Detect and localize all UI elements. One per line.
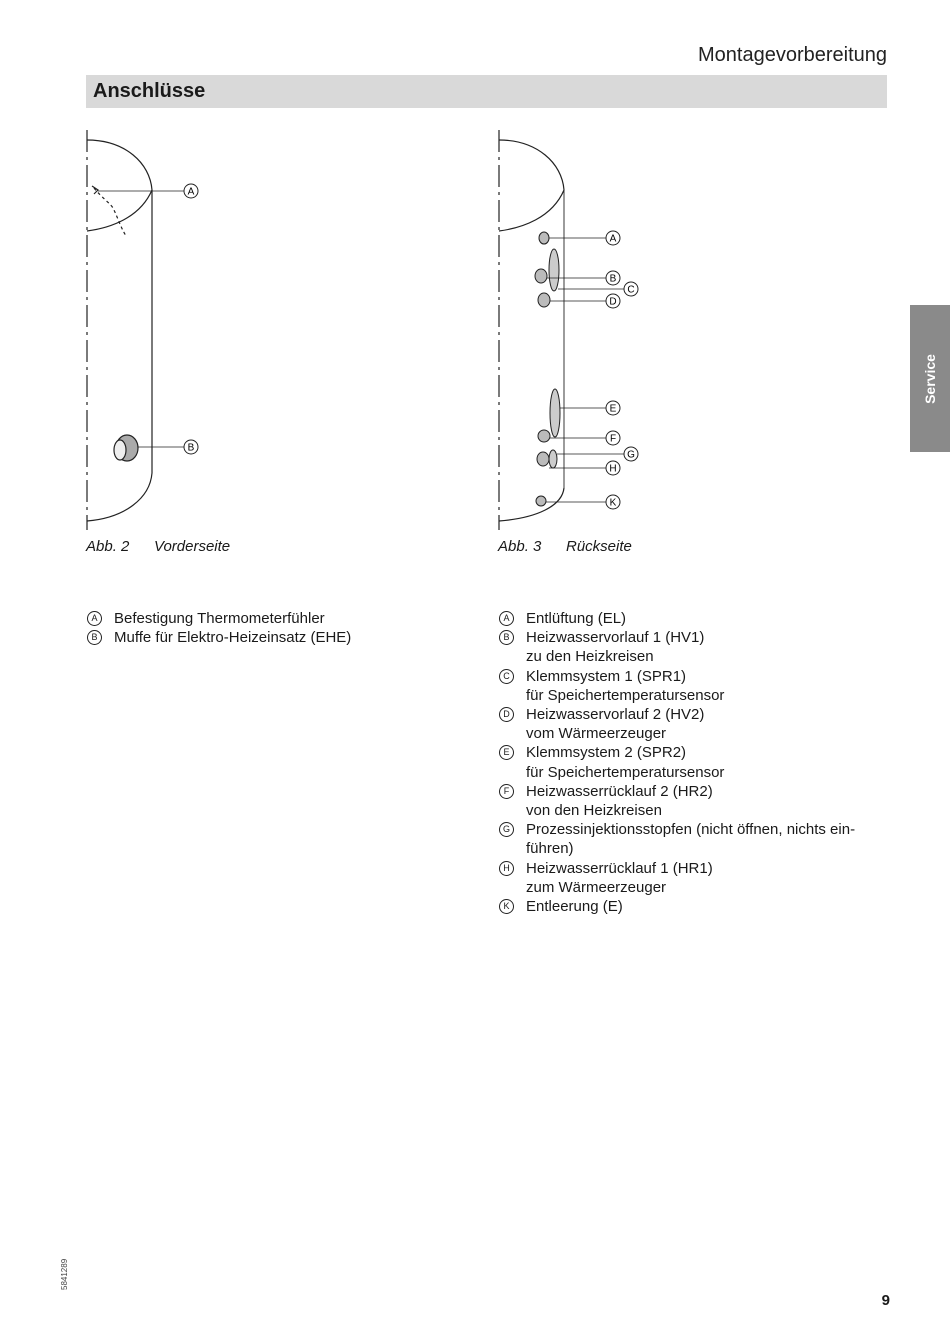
legend-text-continued: vom Wärmeerzeuger: [526, 725, 667, 743]
figure-back-view: [492, 128, 652, 538]
legend-text: Befestigung Thermometerfühler: [114, 610, 325, 627]
legend-marker: E: [499, 745, 514, 760]
legend-marker: C: [499, 669, 514, 684]
legend-text: Heizwasservorlauf 1 (HV1): [526, 629, 705, 647]
legend-item: [499, 628, 899, 666]
legend-text: Entlüftung (EL): [526, 610, 627, 627]
legend-back-view: [499, 609, 899, 916]
legend-text: Klemmsystem 2 (SPR2): [526, 744, 687, 762]
legend-marker: D: [499, 707, 514, 722]
callout-B: [184, 440, 198, 454]
tank-top-edge: [87, 140, 152, 231]
callout-G: [624, 447, 638, 461]
callout-K-label: K: [609, 497, 617, 509]
legend-item: [499, 820, 899, 858]
legend-text-continued: zum Wärmeerzeuger: [526, 878, 667, 896]
callout-K: [606, 495, 620, 509]
figure-3-caption: [498, 538, 632, 555]
legend-text: Heizwasserrücklauf 2 (HR2): [526, 782, 713, 800]
legend-marker: K: [499, 899, 514, 914]
caption-text: Vorderseite: [154, 538, 231, 555]
legend-text: Klemmsystem 1 (SPR1): [526, 667, 687, 685]
figure-front-view: [80, 128, 220, 538]
legend-item: [499, 705, 899, 743]
figure-2-caption: [86, 538, 230, 555]
legend-item: [499, 609, 899, 628]
legend-marker: H: [499, 861, 514, 876]
callout-F-label: F: [609, 433, 617, 445]
legend-item: [499, 897, 899, 916]
legend-text: Prozessinjektionsstopfen (nicht öffnen, nichts ein-: [526, 821, 856, 839]
legend-text-continued: von den Heizkreisen: [526, 802, 662, 820]
callout-D-label: D: [609, 296, 617, 308]
port-B: [535, 269, 547, 283]
legend-item: [87, 609, 467, 628]
section-title: Anschlüsse: [93, 80, 206, 102]
port-F: [538, 430, 550, 442]
legend-text-continued: führen): [526, 840, 574, 858]
callout-B-label: B: [609, 273, 617, 285]
port-D: [538, 293, 550, 307]
legend-item: [499, 743, 899, 781]
legend-text: Entleerung (E): [526, 898, 623, 916]
callout-A: [184, 184, 198, 198]
callout-C-label: C: [627, 284, 635, 296]
callout-E-label: E: [609, 403, 617, 415]
legend-text: Heizwasservorlauf 2 (HV2): [526, 706, 705, 724]
caption-number: Abb. 2: [86, 538, 130, 555]
side-tab-service[interactable]: [910, 305, 950, 452]
callout-F: [606, 431, 620, 445]
clamp-E: [550, 389, 560, 437]
legend-marker: A: [499, 611, 514, 626]
section-heading-bar: [86, 75, 887, 108]
tank-bottom-edge: [499, 488, 564, 521]
caption-number: Abb. 3: [498, 538, 542, 555]
callout-A: [606, 231, 620, 245]
page-header-title: Montagevorbereitung: [697, 44, 887, 66]
callout-C: [624, 282, 638, 296]
legend-item: [87, 628, 467, 647]
page-number: 9: [881, 1292, 890, 1309]
legend-item: [499, 782, 899, 820]
legend-text-continued: für Speichertemperatursensor: [526, 763, 725, 781]
clamp-C: [549, 249, 559, 291]
callout-B-label: B: [187, 442, 195, 454]
callout-B: [606, 271, 620, 285]
callout-E: [606, 401, 620, 415]
legend-text-continued: für Speichertemperatursensor: [526, 686, 725, 704]
legend-item: [499, 667, 899, 705]
tank-bottom-edge: [87, 473, 152, 521]
tank-top-edge: [499, 140, 564, 231]
port-A: [539, 232, 549, 244]
legend-item: [499, 859, 899, 897]
callout-G-label: G: [627, 449, 635, 461]
legend-marker: F: [499, 784, 514, 799]
legend-text: Muffe für Elektro-Heizeinsatz (EHE): [114, 629, 352, 647]
socket-EHE-face: [114, 440, 126, 460]
callout-A-label: A: [187, 186, 195, 198]
document-number: 5841289: [60, 1258, 69, 1290]
legend-marker: G: [499, 822, 514, 837]
callout-H-label: H: [609, 463, 617, 475]
side-tab-label: Service: [922, 353, 938, 404]
port-H: [537, 452, 549, 466]
plug-G: [549, 450, 557, 468]
callout-H: [606, 461, 620, 475]
legend-marker: B: [87, 630, 102, 645]
callout-D: [606, 294, 620, 308]
legend-text-continued: zu den Heizkreisen: [526, 648, 654, 666]
legend-text: Heizwasserrücklauf 1 (HR1): [526, 859, 713, 877]
legend-marker: B: [499, 630, 514, 645]
caption-text: Rückseite: [566, 538, 632, 555]
legend-front-view: [87, 609, 467, 647]
callout-A-label: A: [609, 233, 617, 245]
port-K: [536, 496, 546, 506]
legend-marker: A: [87, 611, 102, 626]
